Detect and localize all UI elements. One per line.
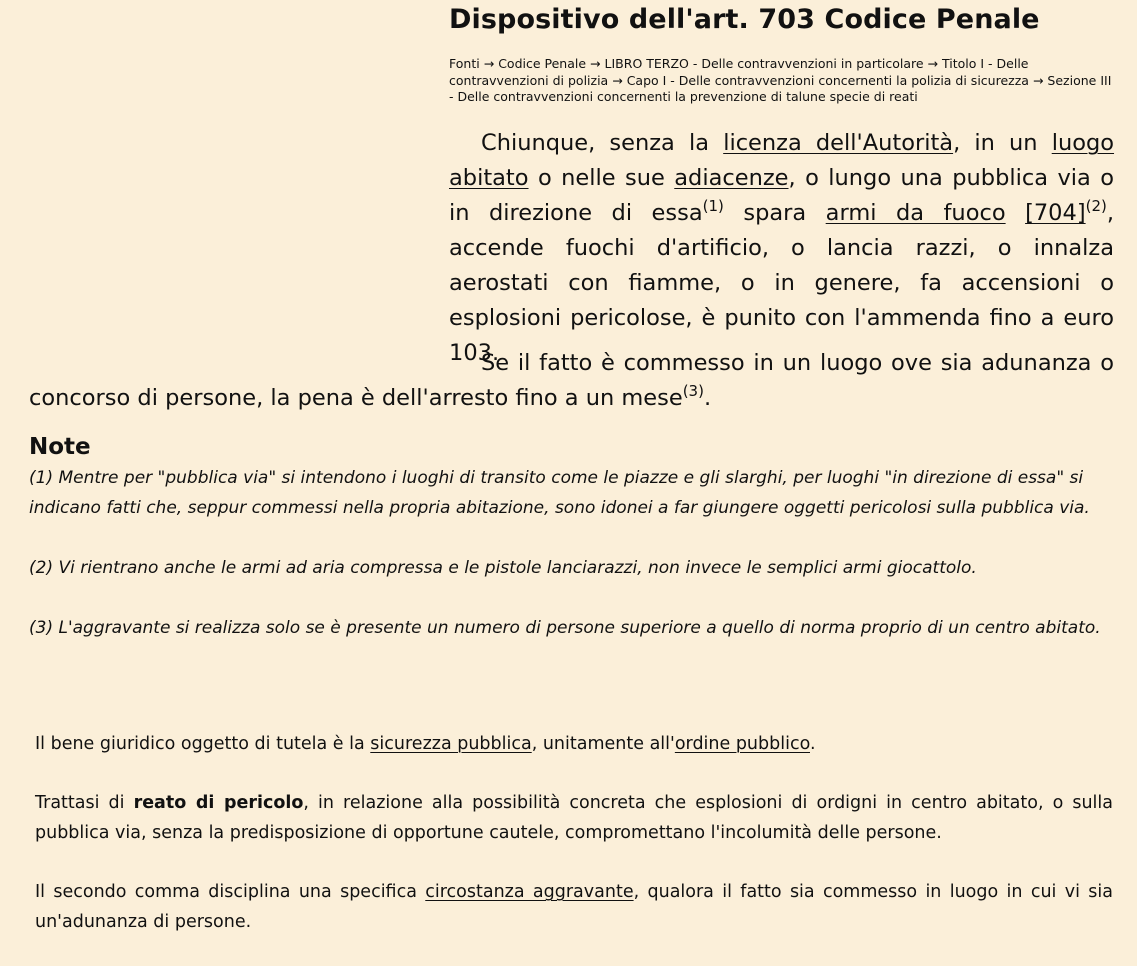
article-paragraph-2-line-2: concorso di persone, la pena è dell'arresto fino a un mese	[29, 385, 683, 411]
breadcrumb-arrow-icon: →	[483, 56, 495, 71]
article-paragraph-1	[449, 126, 1114, 371]
breadcrumb-item-fonti[interactable]: Fonti	[449, 56, 480, 71]
commentary-paragraph-1	[35, 729, 1113, 759]
commentary-text-run: .	[810, 734, 816, 754]
commentary-paragraph-2	[35, 788, 1113, 848]
link-sicurezza-pubblica[interactable]: sicurezza pubblica	[370, 734, 532, 754]
article-paragraph-2	[29, 346, 1114, 416]
article-text-run: , in un	[953, 130, 1052, 156]
breadcrumb	[449, 56, 1114, 106]
breadcrumb-item-capo-i[interactable]: Capo I - Delle contravvenzioni concernenti la polizia di sicurezza	[626, 72, 1029, 88]
commentary	[35, 729, 1113, 966]
breadcrumb-arrow-icon: →	[1032, 72, 1044, 88]
footnote-ref-2[interactable]: (2)	[1085, 197, 1107, 215]
article-text-run: , o lungo una pubblica via o in direzione di essa	[449, 165, 1114, 226]
article-text-run	[1006, 200, 1025, 226]
note-item-1: (1) Mentre per "pubblica via" si intendono i luoghi di transito come le piazze e gli slarghi, per luoghi "in direzione di essa" si indicano fatti che, seppur commessi nella propria abitazione, sono idonei a far giungere oggetti pericolosi sulla pubblica via.	[29, 468, 1090, 518]
commentary-text-run: , unitamente all'	[531, 734, 675, 754]
breadcrumb-item-libro-terzo[interactable]: LIBRO TERZO - Delle contravvenzioni in particolare	[604, 56, 924, 71]
link-armi-da-fuoco[interactable]: armi da fuoco	[825, 200, 1006, 226]
left-blank-area	[0, 0, 440, 350]
note-item-2: (2) Vi rientrano anche le armi ad aria compressa e le pistole lanciarazzi, non invece le semplici armi giocattolo.	[29, 558, 977, 578]
breadcrumb-item-titolo-i[interactable]: Titolo I - Delle contravvenzioni di polizia	[449, 56, 1029, 88]
commentary-text-run: Il secondo comma disciplina una specifica	[35, 882, 426, 902]
commentary-text-run: , in relazione alla possibilità concreta che esplosioni di ordigni in centro abitato, o sulla pubblica via, senza la predisposizione di opportune cautele, compromettano l'incolumità delle persone.	[35, 793, 1113, 843]
article-text-run: Chiunque, senza la	[481, 130, 724, 156]
commentary-text-run: Il bene giuridico oggetto di tutela è la	[35, 734, 371, 754]
breadcrumb-item-codice-penale[interactable]: Codice Penale	[498, 56, 587, 71]
breadcrumb-arrow-icon: →	[590, 56, 601, 71]
article-text	[449, 126, 1114, 371]
footnote-ref-3[interactable]: (3)	[682, 382, 704, 400]
breadcrumb-item-sezione-iii[interactable]: Sezione III - Delle contravvenzioni concernenti la prevenzione di talune specie di reati	[449, 72, 1112, 104]
article-text-run: spara	[723, 200, 826, 226]
article-paragraph-2-line-1: Se il fatto è commesso in un luogo ove sia adunanza o	[481, 350, 1114, 376]
link-adiacenze[interactable]: adiacenze	[674, 165, 789, 191]
notes-list	[29, 463, 1104, 673]
commentary-text-run: , qualora il fatto sia commesso in luogo in cui vi sia un'adunanza di persone.	[35, 882, 1113, 932]
notes-heading: Note	[29, 434, 91, 460]
commentary-text-run: Trattasi di	[35, 793, 134, 813]
link-ordine-pubblico[interactable]: ordine pubblico	[674, 734, 810, 754]
commentary-paragraph-3	[35, 877, 1113, 937]
breadcrumb-arrow-icon: →	[927, 56, 939, 71]
link-circostanza-aggravante[interactable]: circostanza aggravante	[425, 882, 634, 902]
breadcrumb-arrow-icon: →	[612, 72, 623, 88]
link-luogo-abitato[interactable]: luogo abitato	[449, 130, 1115, 191]
article-text-run: o nelle sue	[528, 165, 675, 191]
note-item-3: (3) L'aggravante si realizza solo se è presente un numero di persone superiore a quello di norma proprio di un centro abitato.	[29, 618, 1101, 638]
footnote-ref-1[interactable]: (1)	[702, 197, 724, 215]
link-art-704[interactable]: [704]	[1025, 200, 1086, 226]
page-title: Dispositivo dell'art. 703 Codice Penale	[449, 4, 1040, 35]
bold-reato-di-pericolo: reato di pericolo	[133, 793, 304, 813]
link-licenza-autorita[interactable]: licenza dell'Autorità	[723, 130, 954, 156]
article-text-run: .	[703, 385, 712, 411]
article-text-run: , accende fuochi d'artificio, o lancia razzi, o innalza aerostati con fiamme, o in genere, fa accensioni o esplosioni pericolose, è punito con l'ammenda fino a euro 103.	[449, 200, 1115, 366]
